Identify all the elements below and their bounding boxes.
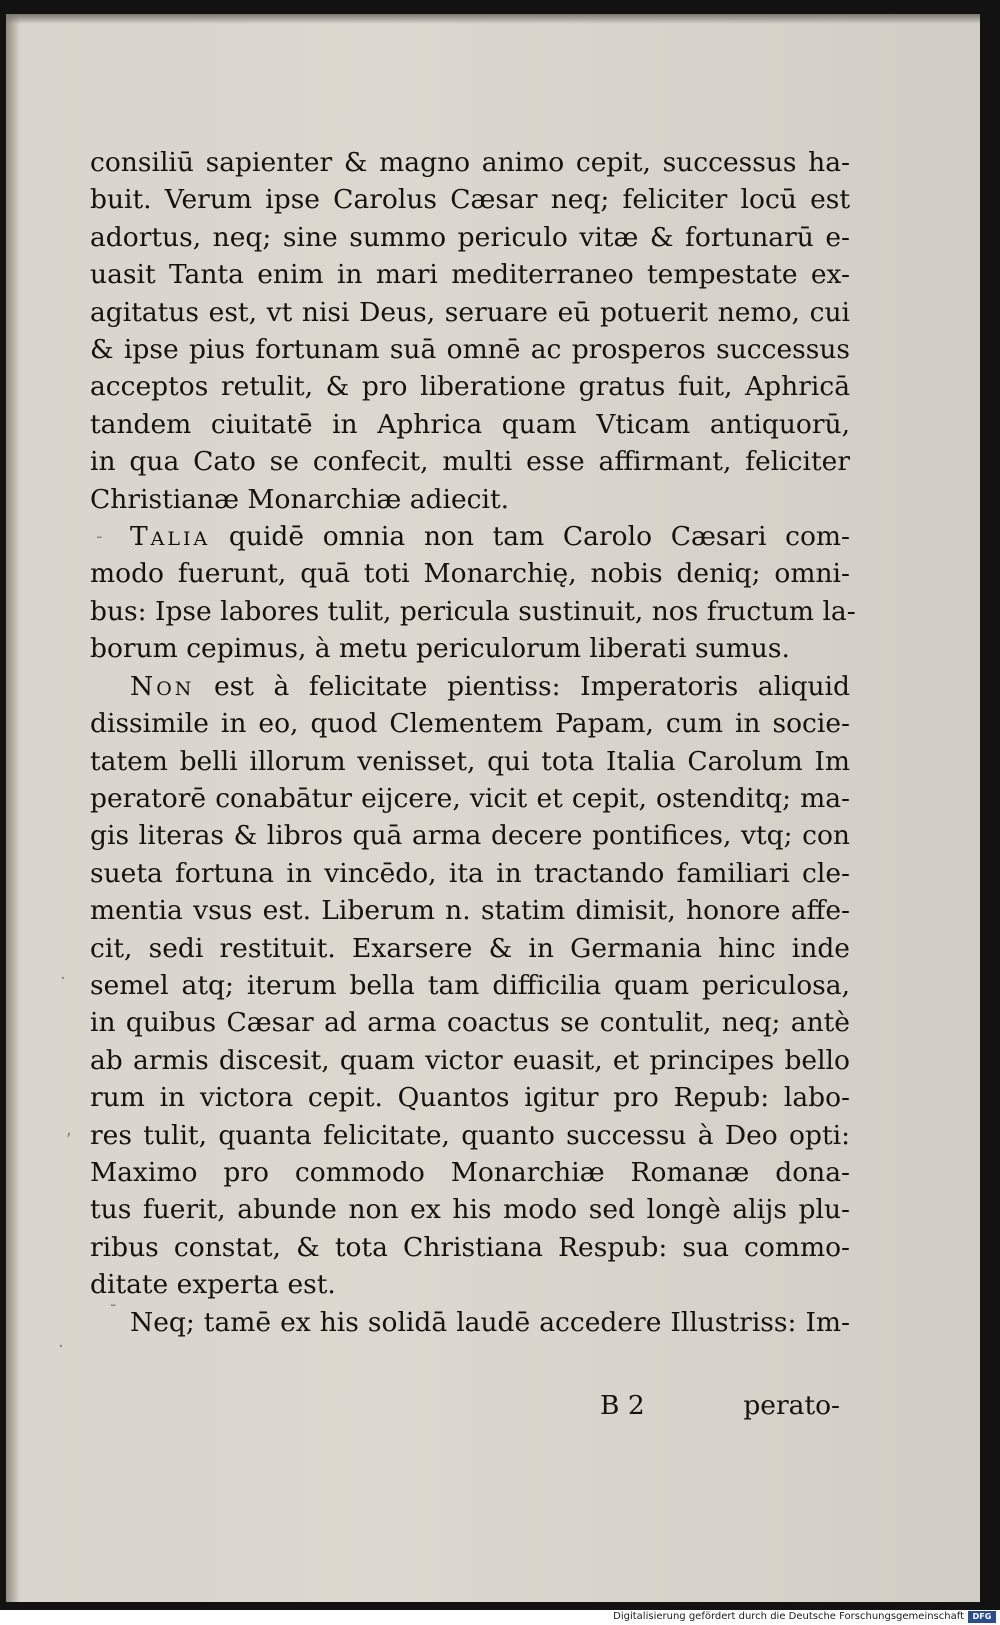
text-line: & ipse pius fortunam suā omnē ac prosperos successus xyxy=(90,334,850,366)
text-line: tatem belli illorum venisset, qui tota Italia Carolum Im xyxy=(90,745,850,777)
funding-note: Digitalisierung gefördert durch die Deutsche Forschungsgemeinschaft xyxy=(613,1611,964,1622)
page-top-shadow xyxy=(6,14,980,24)
text-line: ribus constat, & tota Christiana Respub: sua commo- xyxy=(90,1231,850,1263)
text-line: sueta fortuna in vincēdo, ita in tractando familiari cle- xyxy=(90,857,850,889)
text-fragment: quidē omnia non tam Carolo Cæsari com- xyxy=(210,521,850,553)
text-line: gis literas & libros quā arma decere pontifices, vtq; con xyxy=(90,820,850,852)
body-text xyxy=(90,144,856,1341)
lead-word: Talia xyxy=(130,521,211,553)
margin-mark: - xyxy=(96,526,103,547)
text-line: in quibus Cæsar ad arma coactus se contulit, neq; antè xyxy=(90,1007,850,1039)
text-line: res tulit, quanta felicitate, quanto successu à Deo opti: xyxy=(90,1119,850,1151)
lead-word: Non xyxy=(130,670,195,702)
text-line: buit. Verum ipse Carolus Cæsar neq; feliciter locū est xyxy=(90,184,850,216)
text-line: borum cepimus, à metu periculorum liberati sumus. xyxy=(90,633,790,665)
text-line: rum in victora cepit. Quantos igitur pro Repub: labo- xyxy=(90,1082,850,1114)
text-line: mentia vsus est. Liberum n. statim dimisit, honore affe- xyxy=(90,895,850,927)
paragraph-start xyxy=(90,668,850,705)
text-line: tus fuerit, abunde non ex his modo sed longè alijs plu- xyxy=(90,1194,850,1226)
text-fragment: est à felicitate pientiss: Imperatoris aliquid xyxy=(194,670,850,702)
text-line: in qua Cato se confecit, multi esse affirmant, feliciter xyxy=(90,446,850,478)
text-line: cit, sedi restituit. Exarsere & in Germania hinc inde xyxy=(90,932,850,964)
paragraph-start xyxy=(90,518,850,555)
text-line: modo fuerunt, quā toti Monarchię, nobis deniq; omni- xyxy=(90,558,850,590)
margin-mark: · xyxy=(58,1336,64,1357)
margin-mark: · xyxy=(60,968,66,989)
text-line: peratorē conabātur eijcere, vicit et cepit, ostenditq; ma- xyxy=(90,782,850,814)
text-line: Christianæ Monarchiæ adiecit. xyxy=(90,483,510,515)
text-line: uasit Tanta enim in mari mediterraneo tempestate ex- xyxy=(90,259,850,291)
text-line: adortus, neq; sine summo periculo vitæ & fortunarū e- xyxy=(90,221,850,253)
margin-mark: , xyxy=(66,1119,72,1140)
signature-mark: B 2 xyxy=(600,1390,645,1421)
text-line: dissimile in eo, quod Clementem Papam, cum in socie- xyxy=(90,708,850,740)
text-line: ditate experta est. xyxy=(90,1269,336,1301)
text-line: Neq; tamē ex his solidā laudē accedere Illustriss: Im- xyxy=(130,1306,850,1338)
text-line: consiliū sapienter & magno animo cepit, successus ha- xyxy=(90,147,850,178)
book-page xyxy=(6,14,980,1602)
text-line: ab armis discesit, quam victor euasit, et principes bello xyxy=(90,1044,850,1076)
catchword: perato- xyxy=(743,1390,840,1421)
margin-mark: - xyxy=(110,1294,117,1315)
funding-footer xyxy=(0,1610,1000,1625)
text-line: Maximo pro commodo Monarchiæ Romanæ dona- xyxy=(90,1156,850,1188)
text-line: tandem ciuitatē in Aphrica quam Vticam antiquorū, xyxy=(90,408,850,440)
text-line: bus: Ipse labores tulit, pericula sustinuit, nos fructum la- xyxy=(90,595,856,627)
page-gutter-shadow xyxy=(6,14,20,1602)
text-line: semel atq; iterum bella tam difficilia quam periculosa, xyxy=(90,969,850,1001)
text-line: agitatus est, vt nisi Deus, seruare eū potuerit nemo, cui xyxy=(90,296,850,328)
dfg-logo: DFG xyxy=(968,1611,996,1623)
text-line: acceptos retulit, & pro liberatione gratus fuit, Aphricā xyxy=(90,371,850,403)
